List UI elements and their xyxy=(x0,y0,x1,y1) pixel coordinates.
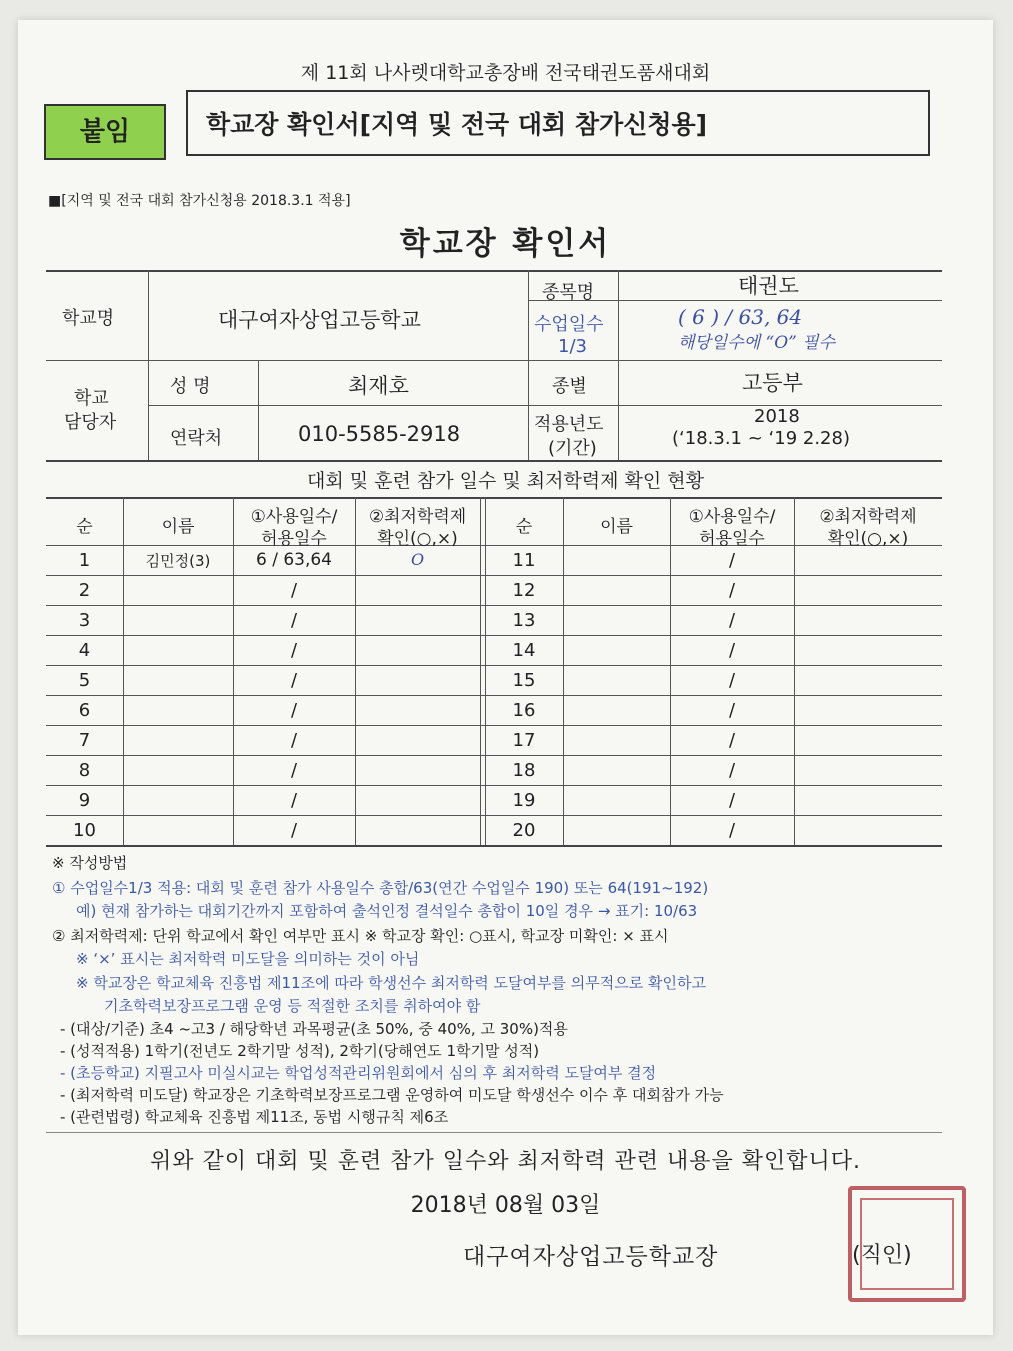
days-value: ( 6 ) / 63, 64 xyxy=(678,305,803,329)
row-number: 19 xyxy=(512,790,536,811)
notes-heading: ※ 작성방법 xyxy=(52,854,128,872)
row-number: 1 xyxy=(78,550,91,571)
note-2c: ※ 학교장은 학교체육 진흥법 제11조에 따라 학생선수 최저학력 도달여부를 의무적으로 확인하고 xyxy=(76,974,706,992)
row-days: / xyxy=(728,760,736,781)
row-divider xyxy=(46,815,942,816)
row-days: / xyxy=(290,730,298,751)
school-label: 학교명 xyxy=(62,308,115,329)
row-number: 17 xyxy=(512,730,536,751)
days-label-fraction: 1/3 xyxy=(558,336,587,357)
row-days: / xyxy=(728,820,736,841)
note-1a: ① 수업일수1/3 적용: 대회 및 훈련 참가 사용일수 총합/63(연간 수업일수 190) 또는 64(191~192) xyxy=(52,879,709,897)
event-label: 종목명 xyxy=(542,282,595,303)
row-divider xyxy=(46,725,942,726)
staff-label: 학교 xyxy=(74,388,109,409)
principal-signature: 대구여자상업고등학교장 xyxy=(463,1244,719,1270)
detail-2: - (성적적용) 1학기(전년도 2학기말 성적), 2학기(당해연도 1학기말 성적) xyxy=(60,1042,540,1060)
row-number: 16 xyxy=(512,700,536,721)
issue-date: 2018년 08월 03일 xyxy=(410,1193,601,1218)
row-days: / xyxy=(728,670,736,691)
year-value: 2018 xyxy=(754,406,800,427)
row-days: / xyxy=(290,670,298,691)
name-label: 성 명 xyxy=(170,376,211,397)
row-days: / xyxy=(728,550,736,571)
col-no-header-right: 순 xyxy=(515,517,533,537)
row-days: / xyxy=(290,580,298,601)
division-label: 종별 xyxy=(552,376,587,397)
note-2d: 기초학력보장프로그램 운영 등 적절한 조치를 취하여야 함 xyxy=(104,997,481,1015)
event-title: 제 11회 나사렛대학교총장배 전국태권도품새대회 xyxy=(300,62,711,84)
row-days: / xyxy=(728,610,736,631)
col-days-header: ①사용일수/ xyxy=(250,507,338,527)
row-days: 6 / 63,64 xyxy=(255,550,333,570)
days-note: 해당일수에 “O” 필수 xyxy=(678,333,836,353)
col-days-header-right-2: 허용일수 xyxy=(699,529,765,549)
row-divider xyxy=(46,845,942,847)
document-title: 학교장 확인서 xyxy=(399,226,612,262)
col-no-header: 순 xyxy=(76,517,93,537)
confirmation-statement: 위와 같이 대회 및 훈련 참가 일수와 최저학력 관련 내용을 확인합니다. xyxy=(150,1149,861,1174)
row-divider xyxy=(46,575,942,576)
table-caption: 대회 및 훈련 참가 일수 및 최저학력제 확인 현황 xyxy=(306,470,705,492)
row-number: 14 xyxy=(512,640,536,661)
row-days: / xyxy=(290,640,298,661)
row-divider xyxy=(46,605,942,606)
col-check-header-2: 확인(○,×) xyxy=(377,529,458,549)
form-title-box: 학교장 확인서[지역 및 전국 대회 참가신청용] xyxy=(186,90,930,156)
row-number: 5 xyxy=(78,670,91,691)
year-label: 적용년도 xyxy=(534,414,604,435)
row-divider xyxy=(46,635,942,636)
note-2a: ② 최저학력제: 단위 학교에서 확인 여부만 표시 ※ 학교장 확인: ○표시, 학교장 미확인: × 표시 xyxy=(52,927,669,945)
detail-1: - (대상/기준) 초4 ~고3 / 해당학년 과목평균(초 50%, 중 40%, 고 30%)적용 xyxy=(60,1020,568,1038)
seal-label: (직인) xyxy=(852,1243,912,1268)
detail-4: - (최저학력 미도달) 학교장은 기초학력보장프로그램 운영하여 미도달 학생선수 이수 후 대회참가 가능 xyxy=(60,1086,724,1104)
year-period: (‘18.3.1 ~ ‘19 2.28) xyxy=(672,428,850,449)
col-days-header-right: ①사용일수/ xyxy=(688,507,776,527)
row-days: / xyxy=(728,730,736,751)
row-number: 2 xyxy=(78,580,91,601)
staff-name: 최재호 xyxy=(348,374,409,398)
row-days: / xyxy=(290,760,298,781)
note-2b: ※ ‘×’ 표시는 최저학력 미도달을 의미하는 것이 아님 xyxy=(76,950,420,968)
row-divider xyxy=(46,785,942,786)
row-number: 3 xyxy=(78,610,91,631)
row-number: 20 xyxy=(512,820,536,841)
event-value: 태권도 xyxy=(738,274,799,298)
row-number: 9 xyxy=(78,790,91,811)
row-number: 6 xyxy=(78,700,91,721)
col-name-header-right: 이름 xyxy=(600,517,633,537)
division-value: 고등부 xyxy=(742,371,803,395)
row-number: 11 xyxy=(512,550,536,571)
row-number: 8 xyxy=(78,760,91,781)
col-days-header-2: 허용일수 xyxy=(261,529,327,549)
row-name: 김민정(3) xyxy=(145,552,211,570)
row-divider xyxy=(46,665,942,666)
col-check-header-right: ②최저학력제 xyxy=(819,507,917,527)
row-days: / xyxy=(290,700,298,721)
row-days: / xyxy=(290,610,298,631)
row-days: / xyxy=(728,640,736,661)
row-number: 18 xyxy=(512,760,536,781)
form-version-note: ■[지역 및 전국 대회 참가신청용 2018.3.1 적용] xyxy=(48,193,351,209)
row-days: / xyxy=(728,580,736,601)
col-check-header-right-2: 확인(○,×) xyxy=(827,529,909,549)
row-number: 12 xyxy=(512,580,536,601)
document-page xyxy=(18,20,993,1335)
row-days: / xyxy=(290,820,298,841)
year-label-2: (기간) xyxy=(548,438,597,459)
days-label: 수업일수 xyxy=(534,314,604,335)
row-number: 4 xyxy=(78,640,91,661)
contact-value: 010-5585-2918 xyxy=(298,422,461,446)
detail-3: - (초등학교) 지필고사 미실시교는 학업성적관리위원회에서 심의 후 최저학력 도달여부 결정 xyxy=(60,1064,657,1082)
row-divider xyxy=(46,695,942,696)
col-name-header: 이름 xyxy=(161,517,195,537)
row-days: / xyxy=(290,790,298,811)
row-divider xyxy=(46,755,942,756)
contact-label: 연락처 xyxy=(170,428,223,449)
row-check: O xyxy=(410,550,425,569)
row-number: 13 xyxy=(512,610,536,631)
row-number: 10 xyxy=(73,820,96,841)
row-days: / xyxy=(728,700,736,721)
row-number: 15 xyxy=(512,670,536,691)
school-name: 대구여자상업고등학교 xyxy=(218,308,421,332)
col-check-header: ②최저학력제 xyxy=(368,507,467,527)
row-days: / xyxy=(728,790,736,811)
attachment-tag: 붙임 xyxy=(44,104,166,160)
note-1b: 예) 현재 참가하는 대회기간까지 포함하여 출석인정 결석일수 총합이 10일 경우 → 표기: 10/63 xyxy=(76,902,698,920)
staff-label-2: 담당자 xyxy=(64,412,117,433)
row-number: 7 xyxy=(78,730,91,751)
detail-5: - (관련법령) 학교체육 진흥법 제11조, 동법 시행규칙 제6조 xyxy=(60,1108,449,1126)
